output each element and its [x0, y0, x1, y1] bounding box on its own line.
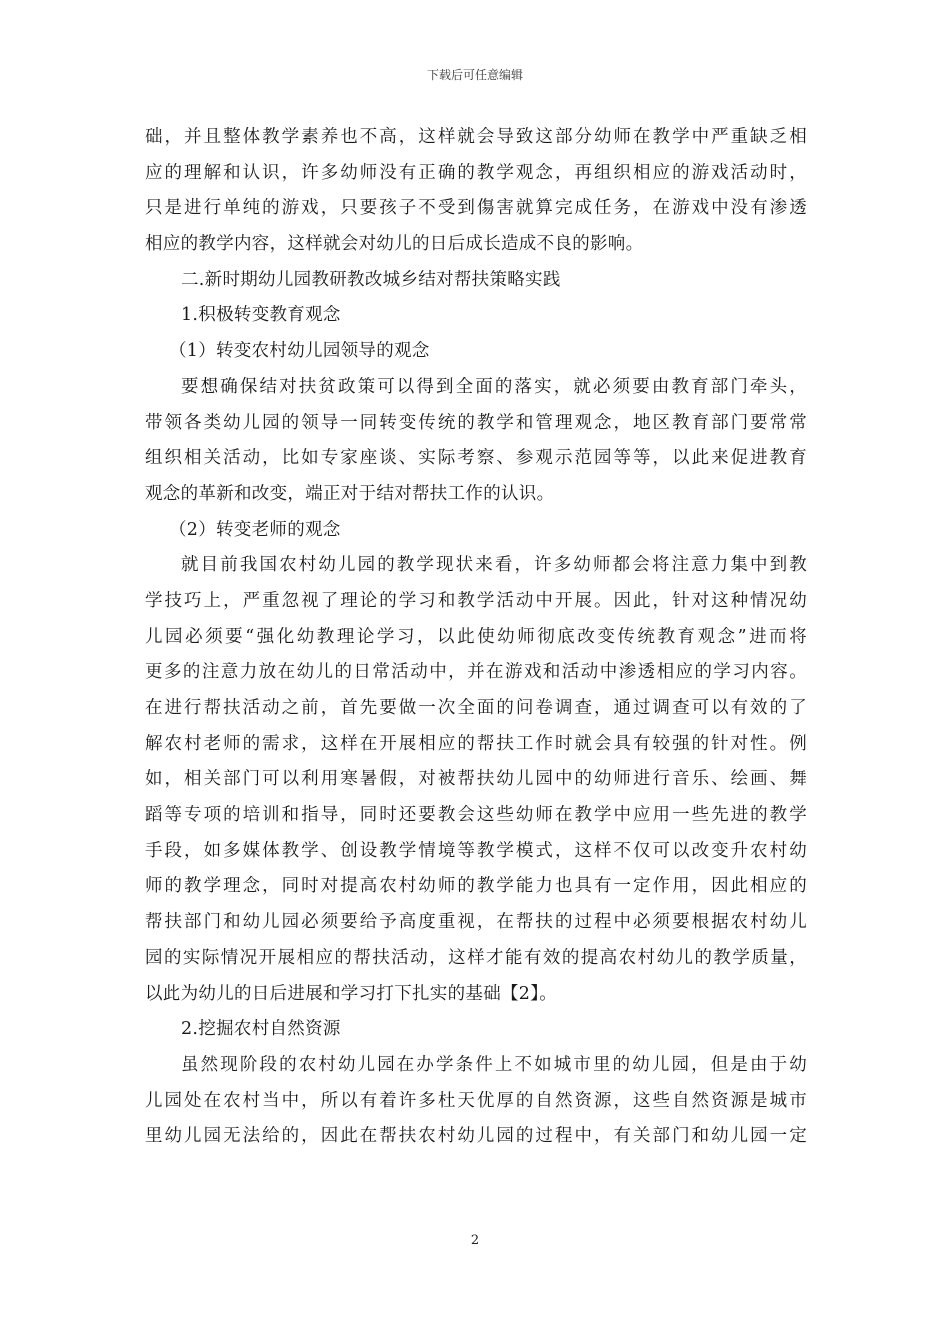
paragraph-teachers [145, 548, 807, 1012]
subsection-heading: 2.挖掘农村自然资源 [181, 1019, 341, 1040]
text-line: 应的理解和认识，许多幼师没有正确的教学观念，再组织相应的游戏活动时， [145, 162, 807, 183]
text-line: 在进行帮扶活动之前，首先要做一次全面的问卷调查，通过调查可以有效的了 [145, 698, 807, 718]
text-line: 带领各类幼儿园的领导一同转变传统的教学和管理观念，地区教育部门要常常 [145, 412, 807, 433]
text-line: 园的实际情况开展相应的帮扶活动，这样才能有效的提高农村幼儿的教学质量， [145, 947, 807, 968]
subsection-heading: 1.积极转变教育观念 [181, 305, 341, 326]
text-line: 虽然现阶段的农村幼儿园在办学条件上不如城市里的幼儿园，但是由于幼 [181, 1054, 807, 1075]
text-line: 学技巧上，严重忽视了理论的学习和教学活动中开展。因此，针对这种情况幼 [145, 590, 807, 611]
text-line: 儿园必须要“强化幼教理论学习，以此使幼师彻底改变传统教育观念”进而将 [145, 626, 807, 647]
text-line: 相应的教学内容，这样就会对幼儿的日后成长造成不良的影响。 [145, 234, 644, 255]
text-line: 儿园处在农村当中，所以有着许多杜天优厚的自然资源，这些自然资源是城市 [145, 1090, 807, 1111]
text-line: 只是进行单纯的游戏，只要孩子不受到傷害就算完成任务，在游戏中没有渗透 [145, 198, 807, 219]
document-body [145, 120, 807, 1155]
text-line: 解农村老师的需求，这样在开展相应的帮扶工作时就会具有较强的针对性。例 [145, 733, 807, 754]
paragraph-leaders [145, 370, 807, 513]
text-line: 更多的注意力放在幼儿的日常活动中，并在游戏和活动中渗透相应的学习内容。 [145, 662, 807, 683]
text-line: 师的教学理念，同时对提高农村幼师的教学能力也具有一定作用，因此相应的 [145, 876, 807, 897]
item-heading: （1）转变农村幼儿园领导的观念 [169, 341, 430, 362]
page-number: 2 [470, 1233, 480, 1248]
text-line: 要想确保结对扶贫政策可以得到全面的落实，就必须要由教育部门牵头， [181, 376, 807, 397]
text-line: 以此为幼儿的日后进展和学习打下扎实的基础【2】。 [145, 983, 558, 1004]
section-heading: 二.新时期幼儿园教研教改城乡结对帮扶策略实践 [181, 269, 561, 290]
text-line: 手段，如多媒体教学、创设教学情境等教学模式，这样不仅可以改变升农村幼 [145, 840, 807, 861]
page-header: 下载后可任意编辑 [426, 68, 523, 82]
text-line: 观念的革新和改变，端正对于结对帮扶工作的认识。 [145, 483, 555, 504]
text-line: 帮扶部门和幼儿园必须要给予高度重视，在帮扶的过程中必须要根据农村幼儿 [145, 912, 807, 933]
paragraph-continuation [145, 120, 807, 263]
text-line: 如，相关部门可以利用寒暑假，对被帮扶幼儿园中的幼师进行音乐、绘画、舞 [145, 769, 807, 790]
text-line: 蹈等专项的培训和指导，同时还要教会这些幼师在教学中应用一些先进的教学 [145, 805, 807, 826]
text-line: 里幼儿园无法给的，因此在帮扶农村幼儿园的过程中，有关部门和幼儿园一定 [145, 1126, 807, 1147]
item-heading: （2）转变老师的观念 [169, 519, 341, 540]
paragraph-resources [145, 1048, 807, 1155]
text-line: 就目前我国农村幼儿园的教学现状来看，许多幼师都会将注意力集中到教 [181, 555, 807, 576]
text-line: 础，并且整体教学素养也不高，这样就会导致这部分幼师在教学中严重缺乏相 [145, 127, 807, 147]
text-line: 组织相关活动，比如专家座谈、实际考察、参观示范园等等，以此来促进教育 [145, 448, 807, 469]
